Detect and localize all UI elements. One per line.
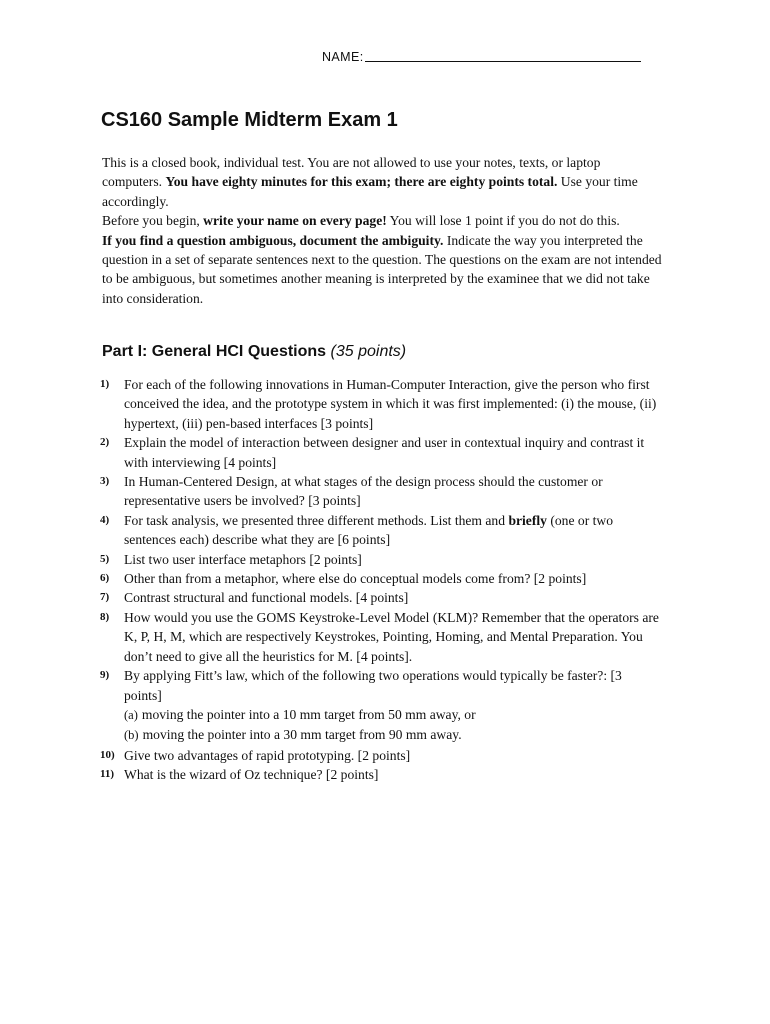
question-number: 4) — [100, 513, 110, 526]
question-number: 6) — [100, 572, 110, 585]
intro-text: This is a closed book, individual test. You are not allowed to use your notes, texts, or laptop computers. — [102, 155, 601, 190]
sub-option — [124, 705, 660, 725]
question-text: By applying Fitt’s law, which of the following two operations would typically be faster?: [3 points] — [124, 668, 622, 703]
instructions — [102, 153, 662, 308]
name-underline — [365, 49, 641, 62]
question-number: 7) — [100, 591, 110, 604]
question-text: How would you use the GOMS Keystroke-Level Model (KLM)? Remember that the operators are K, P, H, M, which are respectively Keystrokes, Pointing, Homing, and Mental Preparation. You don’t need to give all the heuristics for M. [4 points]. — [124, 609, 659, 664]
question-list — [100, 375, 660, 785]
question-item — [100, 588, 660, 607]
question-bold-text: briefly — [508, 512, 547, 528]
sub-option-text: moving the pointer into a 30 mm target from 90 mm away. — [142, 727, 462, 743]
section-points: (35 points) — [330, 343, 407, 360]
question-item — [100, 608, 660, 666]
question-item — [100, 666, 660, 746]
question-item — [100, 746, 660, 765]
question-text: List two user interface metaphors [2 points] — [124, 551, 362, 567]
question-item — [100, 472, 660, 511]
question-number: 8) — [100, 610, 110, 623]
question-item — [100, 569, 660, 588]
question-text: What is the wizard of Oz technique? [2 points] — [124, 767, 379, 783]
section-heading — [102, 343, 406, 361]
intro-bold-text: You have eighty minutes for this exam; there are eighty points total. — [165, 174, 558, 190]
question-text: For each of the following innovations in Human-Computer Interaction, give the person who first conceived the idea, and the prototype system in which it was first implemented: (i) the mouse, (ii) hypertext, (iii) pen-based interfaces [3 points] — [124, 377, 657, 431]
page-title: CS160 Sample Midterm Exam 1 — [101, 109, 398, 131]
question-number: 2) — [100, 436, 110, 449]
sub-option — [124, 725, 660, 745]
question-text: Contrast structural and functional models. [4 points] — [124, 590, 409, 606]
sub-option-text: moving the pointer into a 10 mm target from 50 mm away, or — [141, 706, 476, 722]
question-item — [100, 433, 660, 472]
question-text: Other than from a metaphor, where else do conceptual models come from? [2 points] — [124, 571, 587, 587]
question-number: 11) — [100, 768, 115, 781]
intro-text: You will lose 1 point if you do not do this. — [386, 213, 620, 229]
sub-option-label: (a) — [124, 707, 138, 722]
intro-bold-text: write your name on every page! — [203, 213, 387, 229]
question-item — [100, 550, 660, 569]
question-item — [100, 765, 660, 784]
question-number: 10) — [100, 748, 115, 761]
section-title: Part I: General HCI Questions — [102, 343, 327, 360]
intro-text: Use your time accordingly. — [102, 174, 638, 209]
question-number: 9) — [100, 669, 110, 682]
question-item — [100, 375, 660, 433]
question-text: Give two advantages of rapid prototyping. [2 points] — [124, 747, 411, 763]
sub-option-label: (b) — [124, 728, 139, 743]
question-text: For task analysis, we presented three different methods. List them and — [124, 512, 509, 528]
intro-text: Indicate the way you interpreted the question in a set of separate sentences next to the question. The questions on the exam are not intended to be ambiguous, but sometimes another meaning is interpreted by the examinee that we did not take into consideration. — [102, 232, 662, 306]
question-number: 3) — [100, 475, 110, 488]
question-text: Explain the model of interaction between designer and user in contextual inquiry and contrast it with interviewing [4 points] — [124, 435, 645, 470]
question-text: (one or two sentences each) describe what they are [6 points] — [124, 512, 614, 548]
question-number: 1) — [100, 378, 110, 390]
name-label: NAME: — [322, 50, 364, 64]
question-number: 5) — [100, 552, 110, 565]
intro-bold-text: If you find a question ambiguous, document the ambiguity. — [102, 232, 444, 248]
name-field — [322, 49, 641, 64]
question-text: In Human-Centered Design, at what stages of the design process should the customer or representative users be involved? [3 points] — [124, 474, 603, 509]
intro-text: Before you begin, — [102, 213, 204, 229]
question-item — [100, 511, 660, 550]
